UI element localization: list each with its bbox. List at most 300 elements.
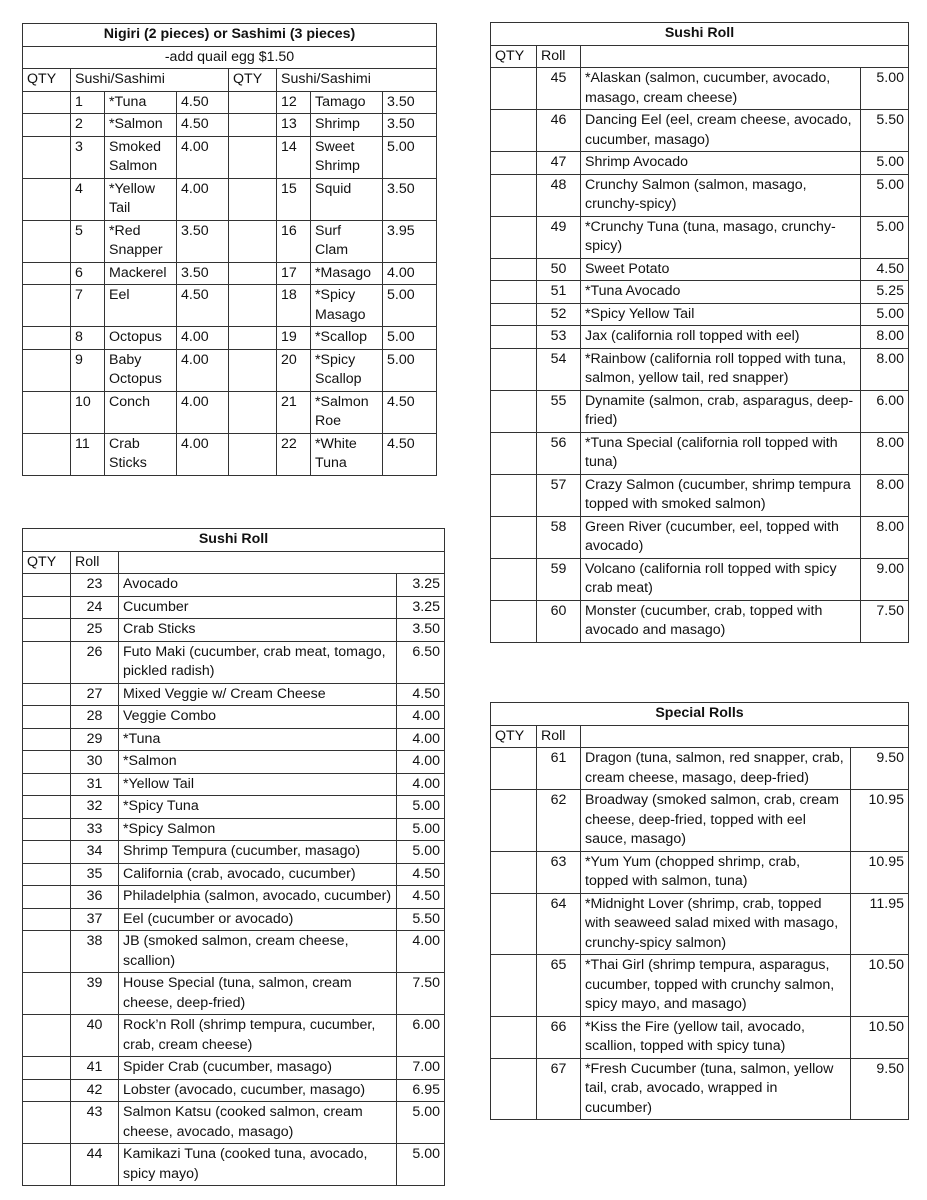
item-price: 10.95 — [851, 790, 909, 852]
table-row — [23, 683, 445, 706]
item-name: *Salmon — [119, 751, 397, 774]
table-row — [491, 281, 909, 304]
item-name: *Salmon — [105, 114, 177, 137]
qty-header: QTY — [23, 69, 71, 92]
table-row — [23, 818, 445, 841]
qty-cell[interactable] — [23, 433, 71, 475]
table-row — [491, 1016, 909, 1058]
item-price: 5.00 — [397, 818, 445, 841]
table-row — [491, 1058, 909, 1120]
item-price: 7.50 — [861, 600, 909, 642]
item-price: 6.00 — [397, 1015, 445, 1057]
qty-cell[interactable] — [23, 262, 71, 285]
qty-cell[interactable] — [23, 973, 71, 1015]
qty-cell[interactable] — [23, 1015, 71, 1057]
table-row — [491, 432, 909, 474]
item-price: 4.00 — [177, 349, 229, 391]
item-number: 57 — [537, 474, 581, 516]
table-row — [23, 841, 445, 864]
table-row — [23, 706, 445, 729]
table-row — [23, 91, 437, 114]
qty-cell[interactable] — [491, 790, 537, 852]
item-number: 1 — [71, 91, 105, 114]
item-price: 4.00 — [177, 327, 229, 350]
blank-header — [581, 45, 909, 68]
item-price: 4.00 — [397, 728, 445, 751]
qty-cell[interactable] — [229, 114, 277, 137]
qty-cell[interactable] — [229, 349, 277, 391]
qty-cell[interactable] — [229, 220, 277, 262]
item-name: *Yellow Tail — [105, 178, 177, 220]
table-row — [23, 863, 445, 886]
item-number: 34 — [71, 841, 119, 864]
item-number: 3 — [71, 136, 105, 178]
item-price: 4.50 — [861, 258, 909, 281]
qty-cell[interactable] — [491, 748, 537, 790]
table-row — [23, 262, 437, 285]
item-number: 46 — [537, 110, 581, 152]
item-number: 47 — [537, 152, 581, 175]
table-row — [23, 1144, 445, 1186]
item-number: 18 — [277, 285, 311, 327]
item-price: 5.00 — [383, 349, 437, 391]
item-number: 7 — [71, 285, 105, 327]
item-name: Green River (cucumber, eel, topped with avocado) — [581, 516, 861, 558]
item-number: 56 — [537, 432, 581, 474]
item-name: Squid — [311, 178, 383, 220]
item-price: 5.00 — [861, 303, 909, 326]
sushi-roll-title: Sushi Roll — [491, 23, 909, 46]
qty-cell[interactable] — [491, 1016, 537, 1058]
qty-cell[interactable] — [491, 152, 537, 175]
item-number: 22 — [277, 433, 311, 475]
item-name: Octopus — [105, 327, 177, 350]
table-row — [491, 348, 909, 390]
item-number: 61 — [537, 748, 581, 790]
qty-cell[interactable] — [23, 1102, 71, 1144]
item-price: 4.00 — [383, 262, 437, 285]
qty-cell[interactable] — [23, 596, 71, 619]
item-number: 5 — [71, 220, 105, 262]
item-header: Sushi/Sashimi — [277, 69, 437, 92]
table-row — [23, 773, 445, 796]
item-number: 10 — [71, 391, 105, 433]
item-number: 13 — [277, 114, 311, 137]
qty-header: QTY — [229, 69, 277, 92]
item-name: *Masago — [311, 262, 383, 285]
item-number: 21 — [277, 391, 311, 433]
item-name: *Spicy Scallop — [311, 349, 383, 391]
item-name: *Alaskan (salmon, cucumber, avocado, masago, cream cheese) — [581, 68, 861, 110]
roll-header: Roll — [537, 45, 581, 68]
item-name: Lobster (avocado, cucumber, masago) — [119, 1079, 397, 1102]
table-row — [23, 114, 437, 137]
qty-cell[interactable] — [491, 390, 537, 432]
item-price: 3.50 — [177, 262, 229, 285]
table-row — [491, 326, 909, 349]
sushi-roll-table-right — [490, 22, 909, 643]
item-name: Crab Sticks — [105, 433, 177, 475]
item-number: 51 — [537, 281, 581, 304]
item-name: *Spicy Tuna — [119, 796, 397, 819]
item-price: 8.00 — [861, 516, 909, 558]
table-row — [23, 796, 445, 819]
item-name: *Rainbow (california roll topped with tuna, salmon, yellow tail, red snapper) — [581, 348, 861, 390]
qty-cell[interactable] — [23, 574, 71, 597]
table-row — [491, 558, 909, 600]
item-name: Futo Maki (cucumber, crab meat, tomago, pickled radish) — [119, 641, 397, 683]
item-number: 2 — [71, 114, 105, 137]
item-name: Broadway (smoked salmon, crab, cream cheese, deep-fried, topped with eel sauce, masago) — [581, 790, 851, 852]
qty-header: QTY — [23, 551, 71, 574]
item-price: 8.00 — [861, 326, 909, 349]
item-name: Mackerel — [105, 262, 177, 285]
qty-cell[interactable] — [229, 327, 277, 350]
table-row — [23, 973, 445, 1015]
qty-cell[interactable] — [23, 931, 71, 973]
table-row — [23, 327, 437, 350]
item-number: 16 — [277, 220, 311, 262]
item-name: Dragon (tuna, salmon, red snapper, crab, cream cheese, masago, deep-fried) — [581, 748, 851, 790]
item-name: *Yellow Tail — [119, 773, 397, 796]
item-number: 38 — [71, 931, 119, 973]
item-price: 3.25 — [397, 596, 445, 619]
qty-cell[interactable] — [23, 349, 71, 391]
item-price: 4.50 — [397, 886, 445, 909]
qty-cell[interactable] — [23, 1057, 71, 1080]
item-name: Kamikazi Tuna (cooked tuna, avocado, spicy mayo) — [119, 1144, 397, 1186]
qty-cell[interactable] — [491, 851, 537, 893]
item-price: 10.50 — [851, 1016, 909, 1058]
item-price: 4.00 — [397, 931, 445, 973]
table-row — [491, 303, 909, 326]
qty-cell[interactable] — [491, 68, 537, 110]
item-number: 39 — [71, 973, 119, 1015]
item-name: Conch — [105, 391, 177, 433]
table-row — [23, 574, 445, 597]
item-name: *Spicy Salmon — [119, 818, 397, 841]
item-number: 50 — [537, 258, 581, 281]
item-name: Dynamite (salmon, crab, asparagus, deep-fried) — [581, 390, 861, 432]
item-price: 4.00 — [177, 178, 229, 220]
qty-cell[interactable] — [23, 796, 71, 819]
item-number: 25 — [71, 619, 119, 642]
qty-cell[interactable] — [229, 262, 277, 285]
item-number: 42 — [71, 1079, 119, 1102]
qty-cell[interactable] — [23, 220, 71, 262]
special-rolls-rows — [491, 748, 909, 1120]
item-name: Tamago — [311, 91, 383, 114]
item-price: 8.00 — [861, 348, 909, 390]
item-price: 3.50 — [383, 114, 437, 137]
qty-header: QTY — [491, 45, 537, 68]
table-row — [23, 285, 437, 327]
item-name: *Tuna Avocado — [581, 281, 861, 304]
qty-cell[interactable] — [23, 683, 71, 706]
item-number: 15 — [277, 178, 311, 220]
qty-cell[interactable] — [491, 303, 537, 326]
qty-cell[interactable] — [23, 841, 71, 864]
qty-cell[interactable] — [491, 258, 537, 281]
qty-cell[interactable] — [491, 281, 537, 304]
table-row — [23, 728, 445, 751]
qty-cell[interactable] — [491, 348, 537, 390]
item-number: 41 — [71, 1057, 119, 1080]
item-price: 4.50 — [383, 433, 437, 475]
table-row — [491, 748, 909, 790]
qty-cell[interactable] — [229, 91, 277, 114]
table-row — [491, 955, 909, 1017]
qty-cell[interactable] — [491, 326, 537, 349]
item-price: 11.95 — [851, 893, 909, 955]
item-name: Eel — [105, 285, 177, 327]
item-name: Avocado — [119, 574, 397, 597]
item-name: Jax (california roll topped with eel) — [581, 326, 861, 349]
qty-cell[interactable] — [23, 285, 71, 327]
qty-cell[interactable] — [229, 285, 277, 327]
item-price: 4.00 — [177, 136, 229, 178]
item-name: *Yum Yum (chopped shrimp, crab, topped with salmon, tuna) — [581, 851, 851, 893]
qty-cell[interactable] — [23, 391, 71, 433]
qty-cell[interactable] — [23, 114, 71, 137]
table-row — [23, 1015, 445, 1057]
item-price: 3.25 — [397, 574, 445, 597]
item-number: 17 — [277, 262, 311, 285]
qty-cell[interactable] — [491, 516, 537, 558]
item-price: 5.00 — [861, 152, 909, 175]
item-name: Dancing Eel (eel, cream cheese, avocado, cucumber, masago) — [581, 110, 861, 152]
qty-header: QTY — [491, 725, 537, 748]
table-row — [491, 790, 909, 852]
item-number: 52 — [537, 303, 581, 326]
item-name: *Kiss the Fire (yellow tail, avocado, scallion, topped with spicy tuna) — [581, 1016, 851, 1058]
item-price: 4.00 — [397, 706, 445, 729]
qty-cell[interactable] — [491, 110, 537, 152]
qty-cell[interactable] — [23, 136, 71, 178]
item-number: 44 — [71, 1144, 119, 1186]
item-price: 4.50 — [397, 863, 445, 886]
item-number: 8 — [71, 327, 105, 350]
item-name: Crunchy Salmon (salmon, masago, crunchy-spicy) — [581, 174, 861, 216]
item-price: 4.50 — [177, 285, 229, 327]
table-row — [23, 1102, 445, 1144]
item-number: 11 — [71, 433, 105, 475]
qty-cell[interactable] — [491, 1058, 537, 1120]
table-row — [23, 596, 445, 619]
table-row — [491, 216, 909, 258]
qty-cell[interactable] — [491, 474, 537, 516]
item-price: 8.00 — [861, 432, 909, 474]
item-name: *White Tuna — [311, 433, 383, 475]
table-row — [491, 258, 909, 281]
table-row — [491, 851, 909, 893]
qty-cell[interactable] — [491, 558, 537, 600]
item-price: 3.50 — [397, 619, 445, 642]
qty-cell[interactable] — [229, 433, 277, 475]
qty-cell[interactable] — [491, 600, 537, 642]
item-price: 5.00 — [397, 1102, 445, 1144]
item-price: 5.50 — [861, 110, 909, 152]
qty-cell[interactable] — [491, 216, 537, 258]
qty-cell[interactable] — [23, 863, 71, 886]
table-row — [23, 136, 437, 178]
item-number: 59 — [537, 558, 581, 600]
item-name: Sweet Potato — [581, 258, 861, 281]
qty-cell[interactable] — [23, 773, 71, 796]
table-row — [23, 178, 437, 220]
item-name: *Crunchy Tuna (tuna, masago, crunchy-spicy) — [581, 216, 861, 258]
qty-cell[interactable] — [23, 178, 71, 220]
item-number: 63 — [537, 851, 581, 893]
item-number: 64 — [537, 893, 581, 955]
item-price: 5.00 — [861, 216, 909, 258]
item-name: Monster (cucumber, crab, topped with avocado and masago) — [581, 600, 861, 642]
qty-cell[interactable] — [491, 955, 537, 1017]
sushi-roll-title: Sushi Roll — [23, 529, 445, 552]
item-price: 3.50 — [177, 220, 229, 262]
qty-cell[interactable] — [229, 391, 277, 433]
table-row — [23, 391, 437, 433]
item-number: 30 — [71, 751, 119, 774]
item-header: Sushi/Sashimi — [71, 69, 229, 92]
qty-cell[interactable] — [23, 1144, 71, 1186]
blank-header — [581, 725, 909, 748]
item-price: 4.00 — [397, 751, 445, 774]
item-price: 7.00 — [397, 1057, 445, 1080]
item-name: House Special (tuna, salmon, cream cheese, deep-fried) — [119, 973, 397, 1015]
item-number: 62 — [537, 790, 581, 852]
item-name: Veggie Combo — [119, 706, 397, 729]
roll-header: Roll — [71, 551, 119, 574]
qty-cell[interactable] — [23, 641, 71, 683]
item-price: 6.50 — [397, 641, 445, 683]
item-price: 5.00 — [383, 327, 437, 350]
item-name: Baby Octopus — [105, 349, 177, 391]
table-row — [491, 390, 909, 432]
qty-cell[interactable] — [23, 1079, 71, 1102]
item-number: 67 — [537, 1058, 581, 1120]
roll-header: Roll — [537, 725, 581, 748]
qty-cell[interactable] — [23, 908, 71, 931]
item-number: 49 — [537, 216, 581, 258]
qty-cell[interactable] — [23, 886, 71, 909]
item-price: 10.50 — [851, 955, 909, 1017]
item-number: 33 — [71, 818, 119, 841]
item-price: 4.00 — [177, 391, 229, 433]
qty-cell[interactable] — [23, 91, 71, 114]
table-row — [23, 751, 445, 774]
item-number: 40 — [71, 1015, 119, 1057]
item-number: 4 — [71, 178, 105, 220]
table-row — [23, 886, 445, 909]
special-rolls-title: Special Rolls — [491, 703, 909, 726]
qty-cell[interactable] — [23, 751, 71, 774]
item-name: Volcano (california roll topped with spicy crab meat) — [581, 558, 861, 600]
sushi-roll-rows-left — [23, 574, 445, 1186]
item-price: 4.00 — [177, 433, 229, 475]
item-name: Spider Crab (cucumber, masago) — [119, 1057, 397, 1080]
item-number: 55 — [537, 390, 581, 432]
item-number: 60 — [537, 600, 581, 642]
item-name: Surf Clam — [311, 220, 383, 262]
item-name: Sweet Shrimp — [311, 136, 383, 178]
item-number: 20 — [277, 349, 311, 391]
item-name: Philadelphia (salmon, avocado, cucumber) — [119, 886, 397, 909]
item-price: 4.00 — [397, 773, 445, 796]
item-price: 9.00 — [861, 558, 909, 600]
qty-cell[interactable] — [23, 619, 71, 642]
qty-cell[interactable] — [229, 136, 277, 178]
table-row — [23, 1079, 445, 1102]
item-price: 3.95 — [383, 220, 437, 262]
qty-cell[interactable] — [23, 706, 71, 729]
table-row — [23, 349, 437, 391]
qty-cell[interactable] — [229, 178, 277, 220]
item-number: 19 — [277, 327, 311, 350]
item-name: Shrimp — [311, 114, 383, 137]
item-price: 4.50 — [177, 91, 229, 114]
item-price: 5.00 — [397, 1144, 445, 1186]
table-row — [23, 1057, 445, 1080]
item-name: *Tuna — [105, 91, 177, 114]
qty-cell[interactable] — [491, 174, 537, 216]
item-number: 9 — [71, 349, 105, 391]
qty-cell[interactable] — [491, 893, 537, 955]
item-price: 4.50 — [397, 683, 445, 706]
item-number: 28 — [71, 706, 119, 729]
item-name: *Scallop — [311, 327, 383, 350]
item-price: 3.50 — [383, 91, 437, 114]
item-number: 43 — [71, 1102, 119, 1144]
item-price: 9.50 — [851, 1058, 909, 1120]
item-price: 5.00 — [397, 796, 445, 819]
table-row — [491, 152, 909, 175]
item-name: JB (smoked salmon, cream cheese, scallion) — [119, 931, 397, 973]
item-price: 6.95 — [397, 1079, 445, 1102]
nigiri-sashimi-table — [22, 23, 437, 476]
item-price: 5.00 — [861, 174, 909, 216]
item-price: 5.00 — [383, 136, 437, 178]
item-name: Crab Sticks — [119, 619, 397, 642]
table-row — [491, 893, 909, 955]
table-row — [491, 516, 909, 558]
item-number: 37 — [71, 908, 119, 931]
item-number: 24 — [71, 596, 119, 619]
item-price: 4.50 — [177, 114, 229, 137]
item-number: 29 — [71, 728, 119, 751]
item-price: 6.00 — [861, 390, 909, 432]
item-name: Shrimp Avocado — [581, 152, 861, 175]
qty-cell[interactable] — [23, 327, 71, 350]
special-rolls-table — [490, 702, 909, 1120]
nigiri-rows — [23, 91, 437, 475]
item-name: California (crab, avocado, cucumber) — [119, 863, 397, 886]
item-price: 3.50 — [383, 178, 437, 220]
item-name: Eel (cucumber or avocado) — [119, 908, 397, 931]
item-name: *Tuna Special (california roll topped with tuna) — [581, 432, 861, 474]
sushi-roll-rows-right — [491, 68, 909, 643]
table-row — [23, 931, 445, 973]
item-number: 35 — [71, 863, 119, 886]
table-row — [491, 474, 909, 516]
item-price: 5.25 — [861, 281, 909, 304]
item-number: 54 — [537, 348, 581, 390]
qty-cell[interactable] — [491, 432, 537, 474]
qty-cell[interactable] — [23, 818, 71, 841]
item-name: Rock’n Roll (shrimp tempura, cucumber, crab, cream cheese) — [119, 1015, 397, 1057]
item-price: 5.50 — [397, 908, 445, 931]
qty-cell[interactable] — [23, 728, 71, 751]
